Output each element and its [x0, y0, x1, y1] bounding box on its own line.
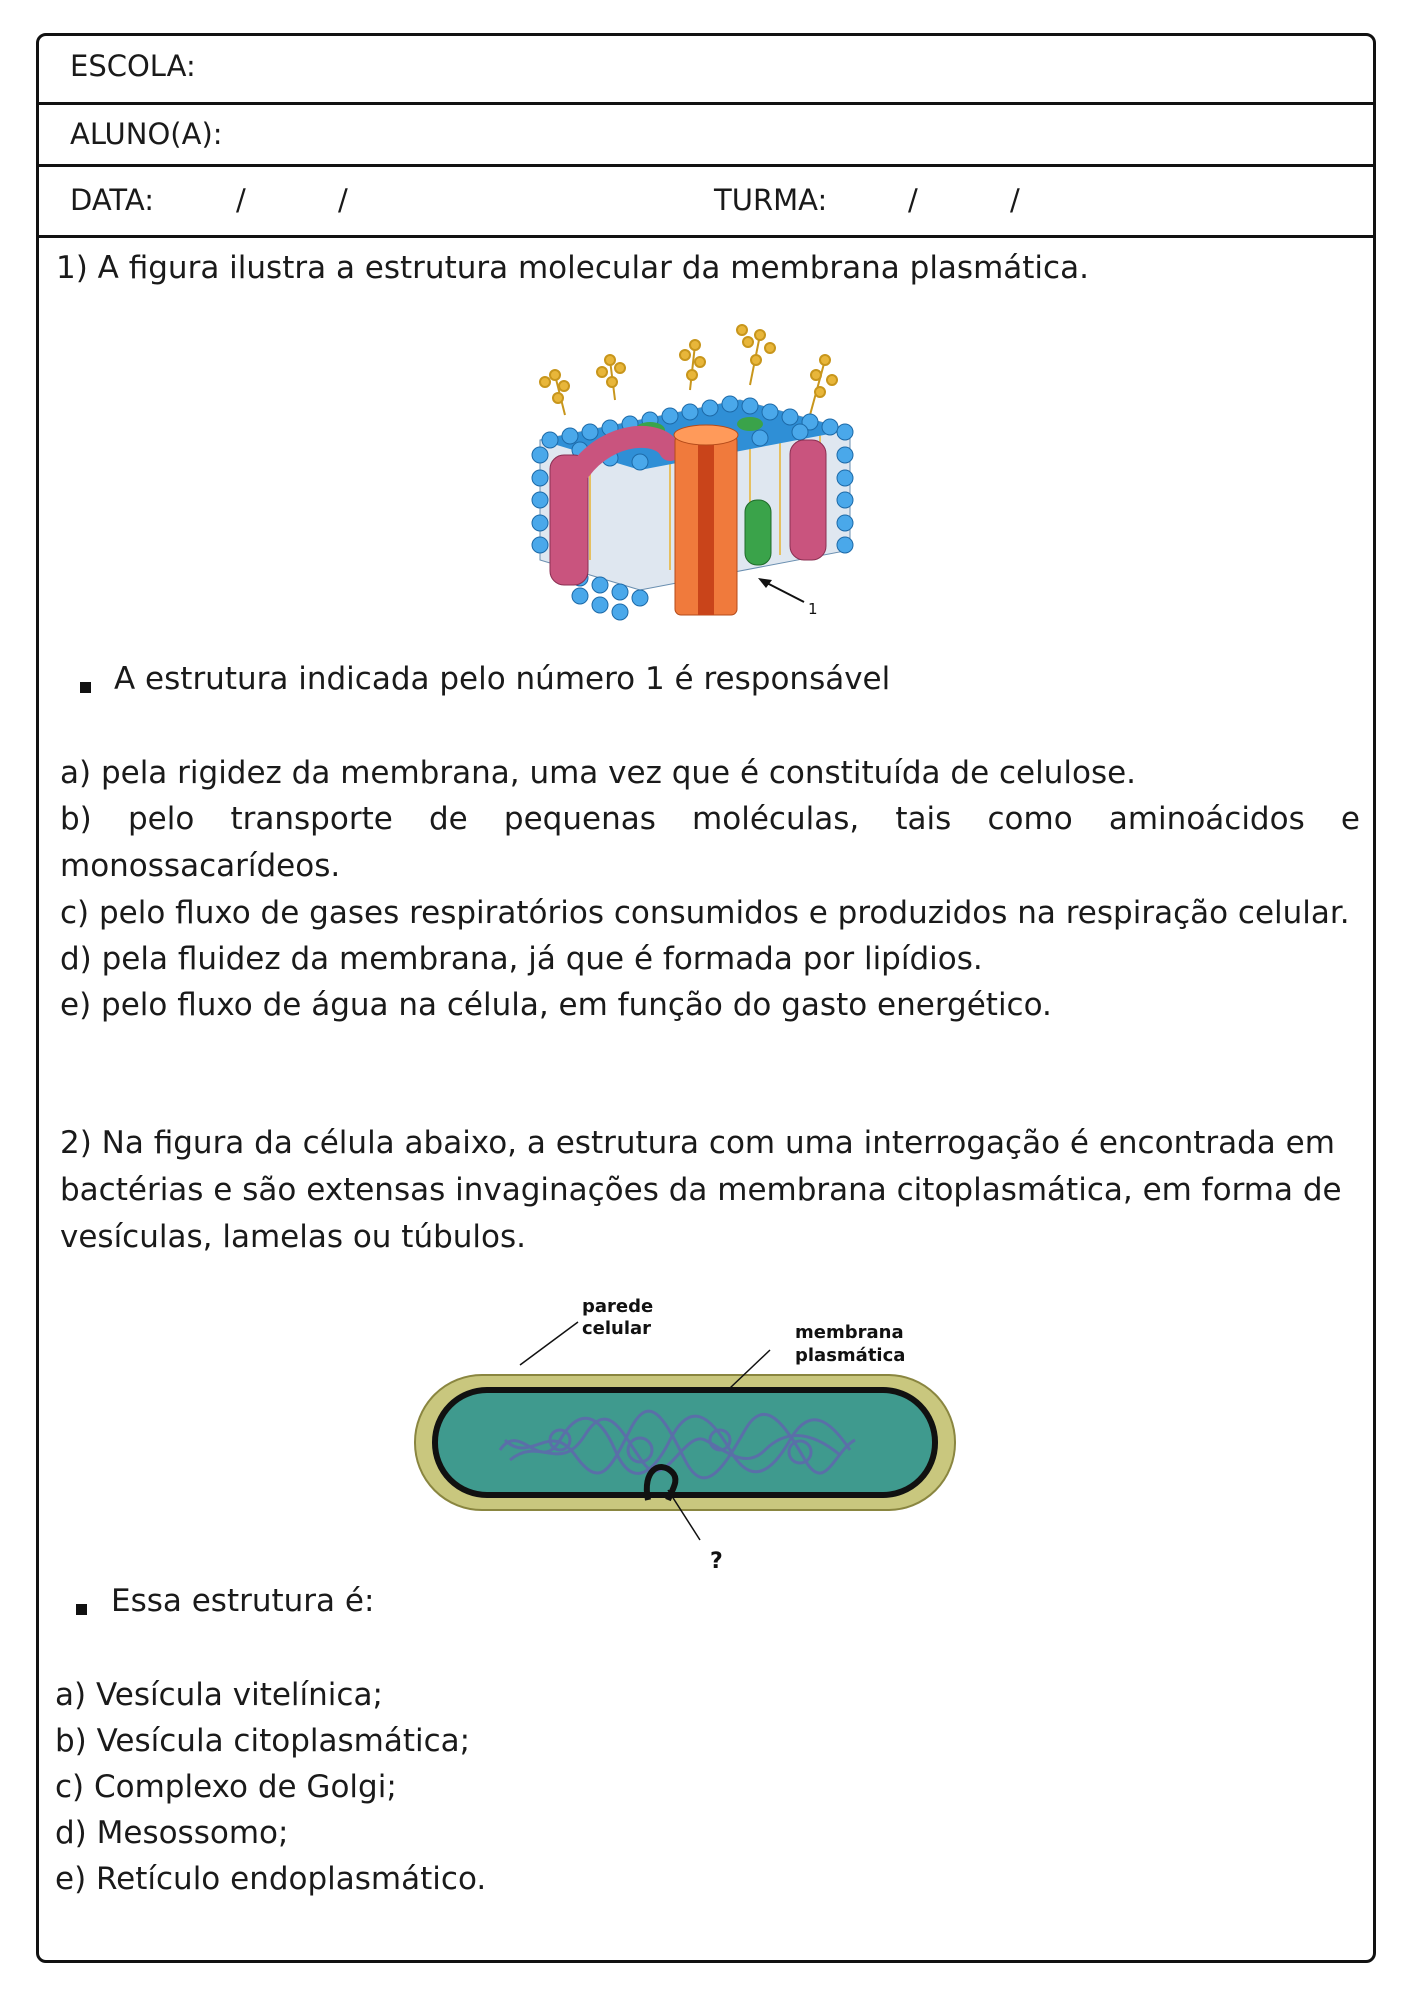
data-label: DATA:	[70, 183, 154, 217]
escola-label: ESCOLA:	[70, 49, 196, 83]
q1-option-d: d) pela fluidez da membrana, já que é formada por lipídios.	[60, 941, 983, 977]
structure-1-arrow	[758, 578, 804, 602]
structure-1-label: 1	[808, 600, 818, 618]
q1-option-b: b) pelo transporte de pequenas moléculas, tais como aminoácidos e monossacarídeos.	[60, 801, 1360, 884]
header-data-row	[36, 167, 1376, 238]
membrane-label-line2: plasmática	[795, 1345, 906, 1366]
q1-option-c: c) pelo fluxo de gases respiratórios consumidos e produzidos na respiração celular.	[60, 895, 1350, 931]
channel-protein-1	[674, 425, 738, 615]
cell-body	[415, 1375, 955, 1510]
turma-slashes: / /	[908, 183, 1020, 217]
membrane-figure	[520, 320, 860, 640]
cell-wall-label-line1: parede	[582, 1296, 654, 1317]
q1-prompt: A estrutura indicada pelo número 1 é responsável	[114, 661, 891, 697]
q1-statement: 1) A figura ilustra a estrutura molecular da membrana plasmática.	[56, 250, 1089, 286]
bacteria-figure	[410, 1290, 970, 1590]
q2-option-c: c) Complexo de Golgi;	[55, 1769, 397, 1805]
data-slashes: / /	[236, 183, 348, 217]
header-aluno-row	[36, 105, 1376, 167]
q2-bullet	[76, 1604, 87, 1615]
q2-statement: 2) Na figura da célula abaixo, a estrutura com uma interrogação é encontrada em bactérias e são extensas invaginações da membrana citoplasmática, em forma de vesículas, lamelas ou túbulos.	[60, 1125, 1342, 1255]
header-escola-row	[36, 33, 1376, 105]
q1-bullet	[80, 682, 91, 693]
q2-option-d: d) Mesossomo;	[55, 1815, 289, 1851]
q1-option-e: e) pelo fluxo de água na célula, em função do gasto energético.	[60, 987, 1052, 1023]
cell-wall-label-line2: celular	[582, 1318, 652, 1339]
q1-option-a: a) pela rigidez da membrana, uma vez que é constituída de celulose.	[60, 755, 1137, 791]
q2-option-a: a) Vesícula vitelínica;	[55, 1677, 383, 1713]
glycocalyx-chains	[540, 325, 837, 415]
turma-label: TURMA:	[714, 183, 828, 217]
q2-option-b: b) Vesícula citoplasmática;	[55, 1723, 471, 1759]
q2-prompt: Essa estrutura é:	[111, 1583, 375, 1619]
membrane-label-line1: membrana	[795, 1322, 904, 1343]
aluno-label: ALUNO(A):	[70, 117, 223, 151]
q2-option-e: e) Retículo endoplasmático.	[55, 1861, 487, 1897]
mesosome-question-mark: ?	[710, 1549, 723, 1574]
